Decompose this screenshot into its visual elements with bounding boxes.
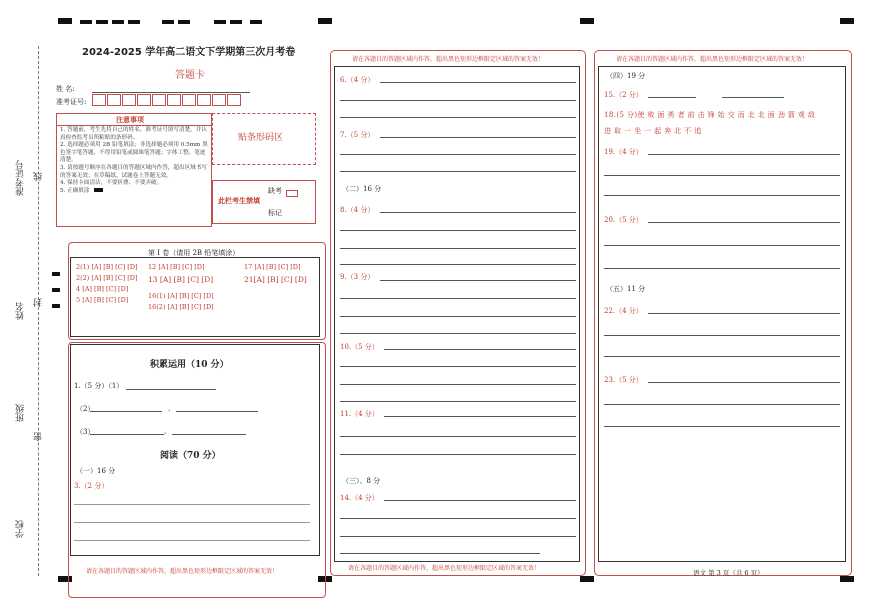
answer-line[interactable] [722,97,784,98]
answer-line[interactable] [384,500,576,501]
answer-line[interactable] [648,313,840,314]
timing-mark [112,20,124,24]
timing-mark [580,18,594,24]
timing-mark [128,20,140,24]
answer-line[interactable] [380,212,576,213]
side-label-feng: 封 [34,298,44,307]
answer-line[interactable] [340,316,576,317]
answer-line[interactable] [604,335,840,336]
side-label-mi: 密 [34,432,44,441]
answer-line[interactable] [604,356,840,357]
filled-sample-icon [94,188,103,192]
timing-mark [80,20,92,24]
timing-mark [230,20,242,24]
absent-missing: 缺考 [268,187,282,195]
reading-title: 阅读（70 分） [160,451,221,461]
answer-line[interactable] [648,154,840,155]
answer-line[interactable] [90,434,164,435]
answer-line[interactable] [648,222,840,223]
answer-line[interactable] [340,536,576,537]
answer-line[interactable] [604,175,840,176]
side-label-name: 姓名 [16,302,26,320]
q11-label: 11.（4 分） [340,410,379,418]
answer-line[interactable] [604,404,840,405]
name-line[interactable] [92,92,250,93]
choice-row[interactable]: 16(1) [A] [B] [C] [D] [148,292,214,300]
q20-label: 20.（5 分） [604,216,643,224]
answer-line[interactable] [384,349,576,350]
binding-line [38,46,39,576]
answer-line[interactable] [340,248,576,249]
choice-row[interactable]: 4 [A] [B] [C] [D] [76,285,129,293]
absent-mark: 标记 [268,209,282,217]
answer-line[interactable] [384,416,576,417]
choice-section-title: 第 I 卷（请用 2B 铅笔填涂） [148,249,240,257]
notice-item: 1. 答题前，考生先将自己的姓名、准考证号填写清楚，并认真检查监考员所粘贴的条形码。 [60,127,207,141]
timing-mark [840,18,854,24]
timing-mark [214,20,226,24]
answer-line[interactable] [340,333,576,334]
timing-mark [178,20,190,24]
timing-mark [580,576,594,582]
q1-2-label: （2） [76,405,95,413]
comma: ， [168,404,175,412]
answer-line[interactable] [604,245,840,246]
answer-line[interactable] [74,522,310,523]
answer-line[interactable] [126,389,216,390]
answer-line[interactable] [340,171,576,172]
answer-line[interactable] [380,280,576,281]
q15-label: 15.（2 分） [604,91,643,99]
choice-row[interactable]: 2(1) [A] [B] [C] [D] [76,263,138,271]
answer-line[interactable] [604,426,840,427]
timing-mark [52,272,60,276]
reading-part1: （一）16 分 [76,467,116,475]
q14-label: 14.（4 分） [340,494,379,502]
q1-3-label: （3） [76,428,95,436]
answer-line[interactable] [380,137,576,138]
part2-label: （二）16 分 [342,185,382,193]
answer-line[interactable] [340,518,576,519]
side-label-xian: 线 [34,172,44,181]
choice-row[interactable]: 21[A] [B] [C] [D] [244,275,307,284]
choice-row[interactable]: 12 [A] [B] [C] [D] [148,263,205,271]
answer-card-title: 答题卡 [175,70,205,81]
part3-label: （三）、8 分 [342,477,381,485]
q8-label: 8.（4 分） [340,206,375,214]
choice-row[interactable]: 2(2) [A] [B] [C] [D] [76,274,138,282]
q10-label: 10.（5 分） [340,343,379,351]
answer-line[interactable] [340,100,576,101]
page-footer: 语文 第 3 页（共 6 页） [693,569,764,577]
side-label-ticket: 准考证号 [16,160,26,196]
timing-mark [96,20,108,24]
answer-line[interactable] [74,540,310,541]
comma: ， [164,427,171,435]
absent-checkbox[interactable] [286,190,298,197]
name-label: 姓 名: [56,85,75,93]
accum-title: 积累运用（10 分） [150,360,229,370]
boundary-warning: 请在各题目的答题区域内作答，超出黑色矩形边框限定区域的答案无效！ [352,56,545,63]
side-label-school: 学校 [16,520,26,538]
answer-line[interactable] [340,553,540,554]
answer-line[interactable] [340,117,576,118]
notice-title: 注意事项 [116,115,144,124]
answer-line[interactable] [604,195,840,196]
answer-line[interactable] [172,434,246,435]
notice-item: 4. 保持卡面清洁，不要折叠、不要弄破。 [60,180,163,187]
q7-label: 7.（5 分） [340,131,375,139]
notice-item-text: 5. 正确填涂 [60,187,90,194]
notice-list [60,127,208,195]
timing-mark [318,18,332,24]
boundary-warning: 请在各题目的答题区域内作答，超出黑色矩形边框限定区域的答案无效！ [86,568,279,575]
answer-line[interactable] [648,382,840,383]
answer-line[interactable] [648,97,696,98]
notice-item: 2. 选择题必须用 2B 铅笔填涂；非选择题必须用 0.5mm 黑色签字笔答题，不得用铅笔或圆珠笔答题；字体工整、笔迹清楚。 [60,142,208,164]
answer-line[interactable] [340,401,576,402]
answer-line[interactable] [340,384,576,385]
q9-label: 9.（3 分） [340,273,375,281]
timing-mark [250,20,262,24]
q3-label: 3.（2 分） [74,482,109,490]
absent-label: 此栏考生禁填 [218,196,260,205]
boundary-warning: 请在各题目的答题区域内作答，超出黑色矩形边框限定区域的答案无效！ [348,565,541,572]
boundary-warning: 请在各题目的答题区域内作答，超出黑色矩形边框限定区域的答案无效！ [616,56,809,63]
notice-item: 3. 请按题号顺序在各题目的答题区域内作答，超出区域书写的答案无效；在草稿纸、试题卷上答题无效。 [60,164,207,179]
timing-mark [162,20,174,24]
exam-title: 2024-2025 学年高二语文下学期第三次月考卷 [82,47,296,58]
timing-mark [58,18,72,24]
part5-label: （五）11 分 [606,285,646,293]
choice-row[interactable]: 5 [A] [B] [C] [D] [76,296,129,304]
choice-row[interactable]: 16(2) [A] [B] [C] [D] [148,303,214,311]
ticket-number-cells[interactable] [92,94,242,106]
notice-item [60,188,208,196]
q23-label: 23.（5 分） [604,376,643,384]
choice-row[interactable]: 13 [A] [B] [C] [D] [148,275,214,284]
answer-line[interactable] [340,298,576,299]
barcode-label: 贴条形码区 [238,133,284,143]
q19-label: 19.（4 分） [604,148,643,156]
answer-line[interactable] [340,366,576,367]
answer-line[interactable] [340,264,576,265]
answer-line[interactable] [604,268,840,269]
answer-line[interactable] [340,154,576,155]
timing-mark [52,304,60,308]
answer-line[interactable] [340,436,576,437]
choice-row[interactable]: 17 [A] [B] [C] [D] [244,263,301,271]
column-2-inner [334,66,580,562]
answer-line[interactable] [176,411,258,412]
timing-mark [52,288,60,292]
q6-label: 6.（4 分） [340,76,375,84]
side-label-class: 班级 [16,404,26,422]
q1-label: 1.（5 分）（1） [74,382,124,390]
part4-label: （四）19 分 [606,72,646,80]
q18-label: 18.(5 分)使 败 面 勇 者 前 击 锋 始 交 而 北 北 面 劲 箭 观 敌 [604,111,816,119]
answer-line[interactable] [74,504,310,505]
answer-line[interactable] [90,411,162,412]
answer-line[interactable] [340,454,576,455]
q18-label-cont: 进 取 一 坐 一 起 奔 北 不 追 [604,127,702,135]
notice-divider [56,125,211,126]
timing-mark [840,576,854,582]
q22-label: 22.（4 分） [604,307,643,315]
ticket-label: 准考证号: [56,98,87,106]
answer-line[interactable] [380,82,576,83]
answer-line[interactable] [340,230,576,231]
